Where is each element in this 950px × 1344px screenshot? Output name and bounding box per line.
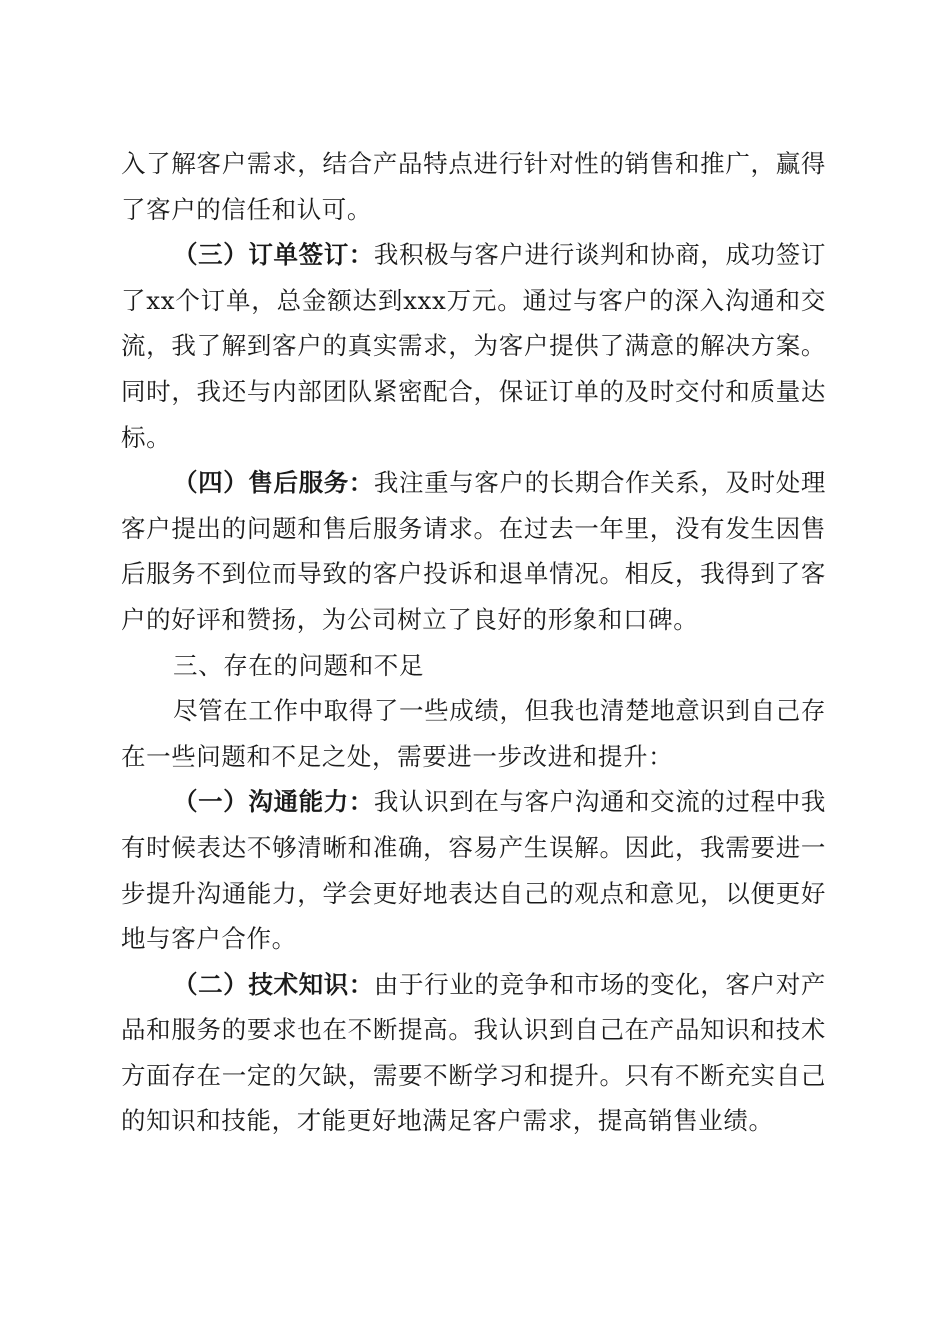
orders-lead: （三）订单签订： (173, 240, 374, 270)
after-sales-body: 我注重与客户的长期合作关系，及时处理客户提出的问题和售后服务请求。在过去一年里，没有发生因售后服务不到位而导致的客户投诉和退单情况。相反，我得到了客户的好评和赞扬，为公司树立了良好的形象和口碑。 (121, 468, 826, 634)
section-heading: 三、存在的问题和不足 (173, 650, 424, 680)
orders-paragraph (121, 232, 826, 460)
document-body (121, 141, 826, 1144)
communication-paragraph (121, 779, 826, 961)
technical-paragraph (121, 962, 826, 1144)
communication-body: 我认识到在与客户沟通和交流的过程中我有时候表达不够清晰和准确，容易产生误解。因此，我需要进一步提升沟通能力，学会更好地表达自己的观点和意见，以便更好地与客户合作。 (121, 787, 826, 954)
communication-lead: （一）沟通能力： (173, 787, 374, 817)
technical-lead: （二）技术知识： (173, 969, 374, 999)
section-intro-paragraph: 尽管在工作中取得了一些成绩，但我也清楚地意识到自己存在一些问题和不足之处，需要进一步改进和提升： (121, 696, 826, 771)
orders-body: 我积极与客户进行谈判和协商，成功签订了xx个订单，总金额达到xxx万元。通过与客户的深入沟通和交流，我了解到客户的真实需求，为客户提供了满意的解决方案。同时，我还与内部团队紧密配合，保证订单的及时交付和质量达标。 (121, 240, 826, 452)
continuation-paragraph: 入了解客户需求，结合产品特点进行针对性的销售和推广，赢得了客户的信任和认可。 (121, 149, 826, 224)
after-sales-paragraph (121, 460, 826, 642)
technical-body: 由于行业的竞争和市场的变化，客户对产品和服务的要求也在不断提高。我认识到自己在产品知识和技术方面存在一定的欠缺，需要不断学习和提升。只有不断充实自己的知识和技能，才能更好地满足客户需求，提高销售业绩。 (121, 969, 826, 1136)
after-sales-lead: （四）售后服务： (173, 468, 374, 498)
